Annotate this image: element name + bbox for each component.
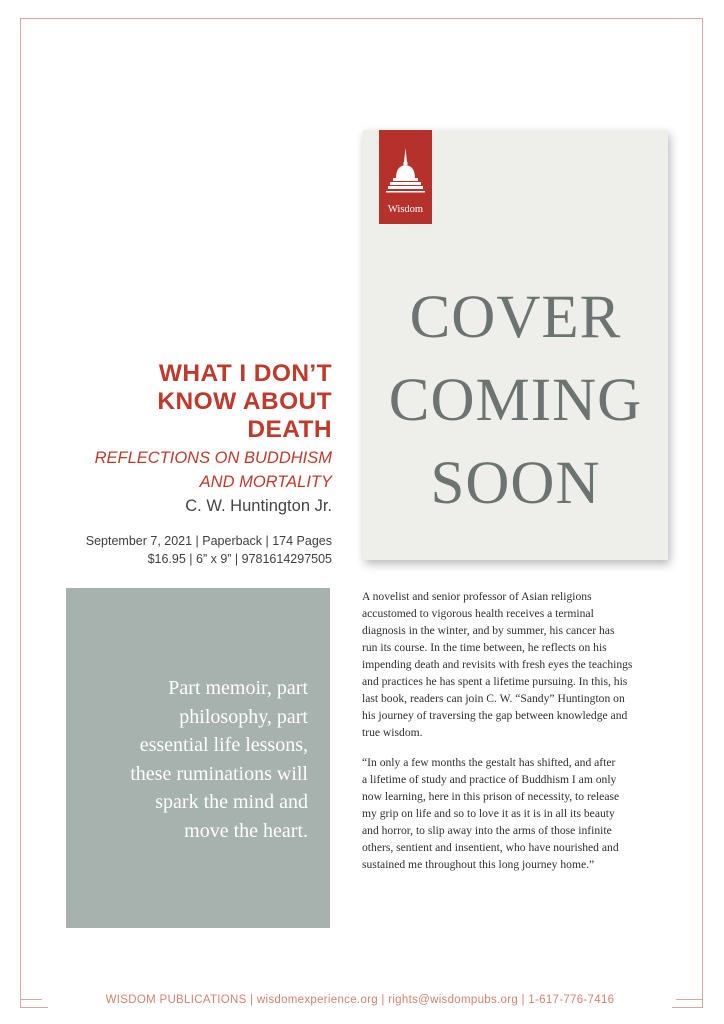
quote-line: now learning, here in this prison of necessity, to release: [362, 790, 620, 803]
pull-quote-line: move the heart.: [184, 819, 308, 842]
quote-line: a lifetime of study and practice of Buddhism I am only: [362, 773, 617, 786]
stupa-icon: [385, 144, 426, 200]
title-line: DEATH: [247, 416, 332, 443]
details-line: September 7, 2021 | Paperback | 174 Pages: [85, 534, 332, 548]
quote-line: my grip on life and so to love it as it is in all its beauty: [362, 807, 615, 820]
pull-quote-line: essential life lessons,: [139, 734, 308, 756]
publisher-contact-footer: WISDOM PUBLICATIONS | wisdomexperience.org | rights@wisdompubs.org | 1-617-776-7416: [48, 992, 672, 1008]
book-description: [362, 588, 682, 873]
quote-line: and horror, to slip away into the arms of those infinite: [362, 824, 612, 837]
title-line: KNOW ABOUT: [157, 388, 332, 415]
description-paragraph: [362, 588, 682, 741]
description-line: accustomed to vigorous health receives a terminal: [362, 607, 594, 620]
description-line: his journey of traversing the gap between knowledge and: [362, 709, 628, 722]
book-author: C. W. Huntington Jr.: [185, 497, 332, 515]
pull-quote-line: Part memoir, part: [168, 677, 308, 699]
description-line: last book, readers can join C. W. “Sandy” Huntington on: [362, 692, 625, 705]
book-details: [30, 532, 332, 568]
description-line: run its course. In the time between, he reflects on his: [362, 641, 607, 654]
pull-quote-line: philosophy, part: [179, 705, 308, 728]
title-block: [40, 360, 332, 518]
description-line: diagnosis in the winter, and by summer, his cancer has: [362, 624, 615, 637]
pull-quote-line: these ruminations will: [130, 762, 308, 785]
book-subtitle: [40, 446, 332, 494]
book-title: [40, 360, 332, 444]
footer-rule-right: [676, 999, 703, 1000]
cover-coming-soon: [363, 276, 668, 525]
pull-quote: [78, 674, 308, 845]
pull-quote-box: [66, 588, 330, 928]
cover-line: COMING: [388, 367, 643, 434]
author-quote-paragraph: [362, 754, 682, 873]
book-cover-placeholder: [363, 130, 668, 560]
title-line: WHAT I DON’T: [158, 360, 332, 387]
quote-line: sustained me throughout this long journey home.”: [362, 858, 595, 871]
subtitle-line: REFLECTIONS ON BUDDHISM: [94, 449, 332, 467]
quote-line: others, sentient and insentient, who have nourished and: [362, 841, 619, 854]
publisher-logo: [379, 130, 432, 224]
details-line: $16.95 | 6” x 9” | 9781614297505: [147, 552, 332, 566]
quote-line: “In only a few months the gestalt has shifted, and after: [362, 756, 616, 769]
description-line: A novelist and senior professor of Asian religions: [362, 590, 592, 603]
logo-label: Wisdom: [387, 204, 424, 215]
cover-line: SOON: [430, 450, 601, 517]
footer-rule-left: [20, 999, 42, 1000]
description-line: impending death and revisits with fresh eyes the teachings: [362, 658, 633, 671]
subtitle-line: AND MORTALITY: [199, 473, 332, 491]
pull-quote-line: spark the mind and: [155, 791, 308, 813]
cover-line: COVER: [409, 284, 622, 351]
description-line: and practices he has spent a lifetime pursuing. In this, his: [362, 675, 628, 688]
description-line: true wisdom.: [362, 726, 423, 739]
